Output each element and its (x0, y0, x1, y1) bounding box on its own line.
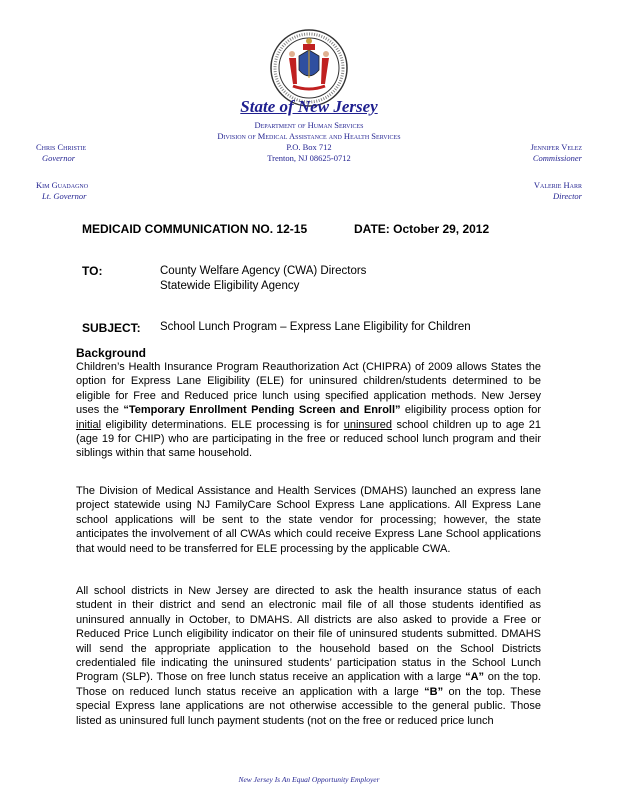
paragraph-1 (76, 360, 541, 461)
lt-governor-title: Lt. Governor (42, 191, 87, 201)
commissioner-name: Jennifer Velez (530, 142, 582, 152)
governor-title: Governor (42, 153, 76, 163)
director-block (534, 180, 582, 202)
to-label: TO: (82, 264, 103, 278)
state-title: State of New Jersey (240, 97, 378, 116)
recipient-line-1: County Welfare Agency (CWA) Directors (160, 265, 367, 277)
recipients (160, 264, 366, 294)
p3-text-a: All school districts in New Jersey are directed to ask the health insurance status of each student in their district and send an electronic mail file of all those students identified as uninsured annually in October, to DMAHS. All districts are also asked to provide a Free or Reduced Price Lunch eligibility indicator on their file of uninsured students submitted. DMAHS will send the appropriate application to the household based on the School Districts credentialed file indicating the uninsured students’ participation status in the School Lunch Program (SLP). Those on free lunch status receive an application with a large (76, 585, 541, 684)
memo-date: DATE: October 29, 2012 (354, 222, 490, 236)
po-box: P.O. Box 712 (286, 142, 332, 152)
p3-bold-a: “A” (465, 671, 485, 684)
communication-number: MEDICAID COMMUNICATION NO. 12-15 (82, 222, 308, 236)
governor-block (36, 142, 86, 164)
subject-text: School Lunch Program – Express Lane Eligibility for Children (160, 321, 471, 333)
paragraph-2: The Division of Medical Assistance and Health Services (DMAHS) launched an express lane project statewide using NJ FamilyCare School Express Lane applications. All Express Lane school applications will be sent to the state vendor for processing; however, the state anticipates the involvement of all CWAs which could receive Express Lane School applications that would need to be transferred for ELE processing by the applicable CWA. (76, 485, 541, 555)
subject-label: SUBJECT: (82, 321, 141, 335)
lt-governor-block (36, 180, 88, 202)
p3-bold-b: “B” (424, 685, 444, 698)
p1-underline-initial: initial (76, 418, 102, 431)
p1-underline-uninsured: uninsured (343, 418, 393, 431)
commissioner-title: Commissioner (532, 153, 582, 163)
recipient-line-2: Statewide Eligibility Agency (160, 280, 300, 292)
p1-text-b: eligibility process option for (400, 404, 541, 417)
background-heading: Background (76, 346, 147, 360)
paragraph-3 (76, 584, 541, 728)
p3-text-c: on the top. These special Express lane applications are not otherwise accessible to the general public. Those listed as uninsured full lunch payment students (not on the free or reduced price lunch (76, 685, 541, 727)
director-title: Director (553, 191, 582, 201)
division-name: Division of Medical Assistance and Health Services (217, 131, 401, 141)
governor-name: Chris Christie (36, 142, 87, 152)
lt-governor-name: Kim Guadagno (36, 180, 89, 190)
department-name: Department of Human Services (254, 120, 364, 130)
footer-eoe: New Jersey Is An Equal Opportunity Employer (238, 775, 380, 784)
p3-text-b: on the top. Those on reduced lunch status receive an application with a large (76, 671, 541, 698)
city-address: Trenton, NJ 08625-0712 (267, 153, 351, 163)
commissioner-block (531, 142, 582, 164)
p1-bold: “Temporary Enrollment Pending Screen and Enroll” (123, 404, 401, 417)
state-seal-icon (269, 28, 349, 108)
p1-text-d: school children up to age 21 (age 19 for CHIP) who are participating in the free or reduced school lunch program and their siblings within that same household. (76, 418, 541, 460)
director-name: Valerie Harr (533, 180, 582, 190)
p1-text-c: eligibility determinations. ELE processing is for (101, 418, 344, 431)
p1-text-a: Children’s Health Insurance Program Reauthorization Act (CHIPRA) of 2009 allows States the option for Express Lane Eligibility (ELE) for uninsured children/students determined to be eligible for Free and Reduced price lunch using specified application methods. New Jersey uses the (76, 361, 541, 417)
